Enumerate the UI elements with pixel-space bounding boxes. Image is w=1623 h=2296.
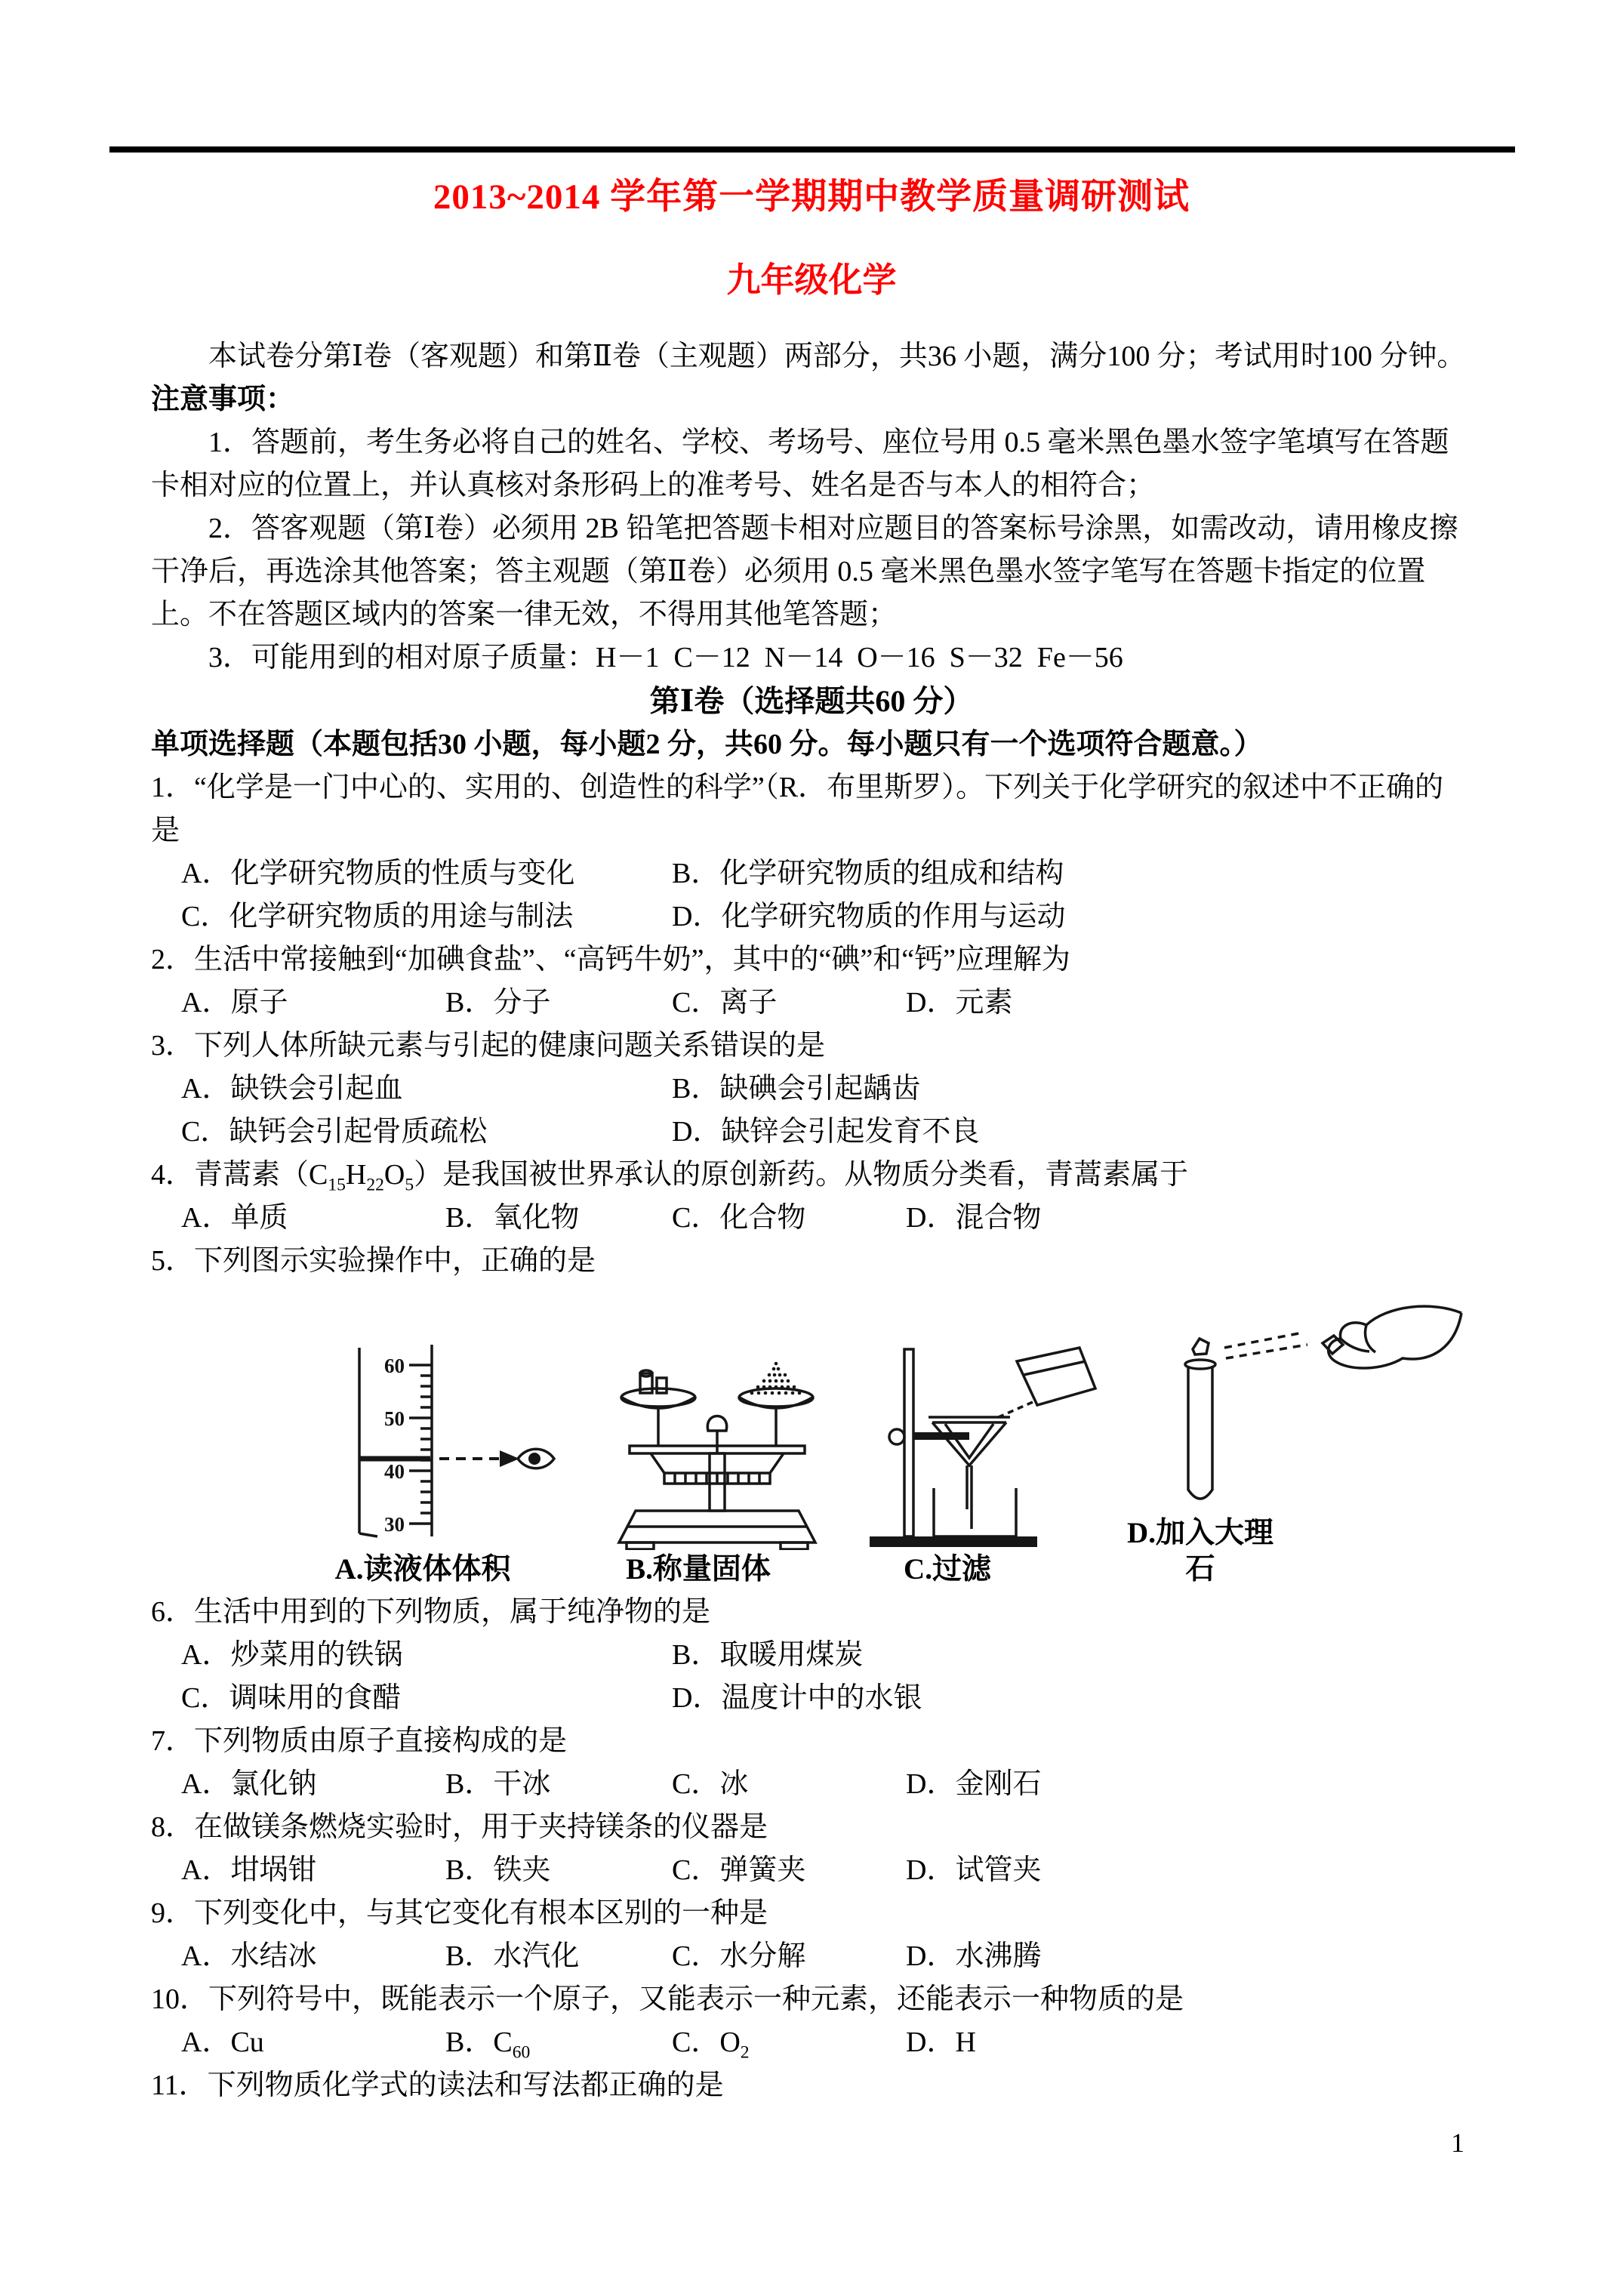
graduated-cylinder-figure (325, 1339, 574, 1550)
filter-paper (945, 1424, 993, 1458)
tick-label: 60 (384, 1354, 405, 1377)
figure-add-marble (1125, 1302, 1472, 1588)
question-stem: 2．生活中常接触到“加碘食盐”、“高钙牛奶”，其中的“碘”和“钙”应理解为 (151, 944, 1070, 975)
option-c: C．离子 (672, 987, 778, 1019)
pour-stream (995, 1402, 1033, 1419)
notice-item-2: 2．答客观题（第Ⅰ卷）必须用 2B 铅笔把答题卡相对应题目的答案标号涂黑，如需改动，请用橡皮擦干净后，再选涂其他答案；答主观题（第Ⅱ卷）必须用 0.5 毫米黑色墨水签字笔写在答题卡指定的位置上。不在答题区域内的答案一律无效，不得用其他笔答题； (151, 513, 1458, 630)
weight (657, 1378, 667, 1393)
question-10 (151, 1978, 1472, 2064)
marble-drop-figure (1125, 1302, 1472, 1514)
option-d: D．温度计中的水银 (672, 1682, 922, 1714)
figure-label: D.加入大理石 (1127, 1517, 1273, 1586)
header-rule (109, 146, 1515, 153)
option-a: A．水结冰 (181, 1940, 317, 1972)
question-options (181, 1935, 1472, 1978)
stand-base (870, 1536, 1037, 1547)
option-b: B．氧化物 (445, 1202, 580, 1234)
option-b: B．铁夹 (445, 1854, 551, 1886)
option-b: B．干冰 (445, 1768, 551, 1800)
option-d: D．缺锌会引起发育不良 (672, 1116, 980, 1148)
clamp-arm (913, 1432, 969, 1440)
option-a: A．坩埚钳 (181, 1854, 317, 1886)
question-options (181, 1763, 1472, 1806)
question-options (181, 1634, 1472, 1720)
filtration-figure (861, 1339, 1102, 1550)
question-stem: 6．生活中用到的下列物质，属于纯净物的是 (151, 1596, 711, 1628)
question-stem: 7．下列物质由原子直接构成的是 (151, 1725, 568, 1757)
option-b: B．$C_{60}$ (445, 2026, 531, 2063)
pouring-beaker (1017, 1348, 1095, 1405)
option-c: C．缺钙会引起骨质疏松 (181, 1116, 488, 1148)
question-4 (151, 1154, 1472, 1240)
stand-rod (904, 1349, 913, 1536)
tick-label: 40 (384, 1460, 405, 1483)
eye-icon (518, 1449, 554, 1469)
option-a: A．化学研究物质的性质与变化 (181, 858, 575, 889)
option-d: D．元素 (906, 987, 1013, 1019)
option-c: C．弹簧夹 (672, 1854, 806, 1886)
question-stem: 10．下列符号中，既能表示一个原子，又能表示一种元素，还能表示一种物质的是 (151, 1983, 1184, 2015)
option-b: B．取暖用煤炭 (672, 1639, 864, 1671)
option-c: C．化合物 (672, 1202, 806, 1234)
option-d: D．金刚石 (906, 1768, 1042, 1800)
question-options (181, 1068, 1472, 1154)
figure-label: B.称量固体 (626, 1553, 771, 1586)
question-stem: 8．在做镁条燃烧实验时，用于夹持镁条的仪器是 (151, 1811, 768, 1843)
option-b: B．化学研究物质的组成和结构 (672, 858, 1064, 889)
section-instruction: 单项选择题（本题包括30 小题，每小题2 分，共60 分。每小题只有一个选项符合题意。） (151, 729, 1263, 760)
marble-piece (1193, 1339, 1209, 1354)
exam-content (0, 159, 1623, 2107)
test-tube (1188, 1366, 1212, 1499)
balance-figure (604, 1339, 830, 1550)
intro-paragraph: 本试卷分第Ⅰ卷（客观题）和第Ⅱ卷（主观题）两部分，共36 小题，满分100 分；考试用时100 分钟。 (208, 341, 1466, 372)
question-6 (151, 1591, 1472, 1720)
figure-row (325, 1302, 1472, 1588)
question-3 (151, 1025, 1472, 1154)
option-c: C．冰 (672, 1768, 749, 1800)
tick-label: 50 (384, 1407, 405, 1430)
figure-label: C.过滤 (904, 1553, 991, 1586)
option-a: A．炒菜用的铁锅 (181, 1639, 403, 1671)
question-8 (151, 1806, 1472, 1892)
question-options (181, 1849, 1472, 1892)
exam-title: 2013~2014 学年第一学期期中教学质量调研测试 (433, 177, 1190, 217)
question-stem: 11．下列物质化学式的读法和写法都正确的是 (151, 2069, 724, 2101)
page-number: 1 (1451, 2128, 1464, 2158)
option-b: B．缺碘会引起龋齿 (672, 1073, 921, 1105)
option-d: D．混合物 (906, 1202, 1042, 1234)
option-c: C．化学研究物质的用途与制法 (181, 901, 574, 932)
hand-icon (1323, 1306, 1461, 1368)
section-heading: 第Ⅰ卷（选择题共60 分） (649, 684, 974, 718)
notice-item-3: 3．可能用到的相对原子质量：H－1 C－12 N－14 O－16 S－32 Fe－56 (208, 642, 1123, 673)
question-11 (151, 2064, 1472, 2107)
question-stem: 5．下列图示实验操作中，正确的是 (151, 1245, 596, 1277)
question-7 (151, 1720, 1472, 1806)
question-options (181, 2021, 1472, 2064)
option-a: A．Cu (181, 2026, 264, 2058)
notice-heading: 注意事项： (151, 384, 295, 415)
question-9 (151, 1892, 1472, 1978)
option-a: A．单质 (181, 1202, 288, 1234)
question-1 (151, 766, 1472, 938)
option-d: D．试管夹 (906, 1854, 1042, 1886)
question-2 (151, 938, 1472, 1025)
option-d: D．水沸腾 (906, 1940, 1042, 1972)
question-stem: 1．“化学是一门中心的、实用的、创造性的科学”（R．布里斯罗）。下列关于化学研究的叙述中不正确的是 (151, 772, 1444, 846)
option-d: D．H (906, 2026, 976, 2058)
question-options (181, 1197, 1472, 1240)
question-stem: 3．下列人体所缺元素与引起的健康问题关系错误的是 (151, 1030, 826, 1062)
option-c: C．水分解 (672, 1940, 806, 1972)
exam-subtitle: 九年级化学 (726, 261, 897, 299)
option-d: D．化学研究物质的作用与运动 (672, 901, 1066, 932)
option-b: B．分子 (445, 987, 551, 1019)
question-options (181, 982, 1472, 1025)
question-5 (151, 1240, 1472, 1588)
notice-item-1: 1．答题前，考生务必将自己的姓名、学校、考场号、座位号用 0.5 毫米黑色墨水签字笔填写在答题卡相对应的位置上，并认真核对条形码上的准考号、姓名是否与本人的相符合； (151, 427, 1449, 501)
question-options (181, 852, 1472, 938)
receiving-beaker (934, 1488, 1016, 1536)
tick-label: 30 (384, 1513, 405, 1536)
question-stem: 9．下列变化中，与其它变化有根本区别的一种是 (151, 1897, 768, 1929)
figure-weigh-solid (604, 1339, 830, 1588)
clamp-knob (889, 1429, 904, 1444)
option-a: A．氯化钠 (181, 1768, 317, 1800)
option-a: A．原子 (181, 987, 288, 1019)
option-c: C．$O_2$ (672, 2026, 750, 2063)
figure-filtration (861, 1339, 1102, 1588)
question-stem: 4．青蒿素$(C_{15}H_{22}O_5)$是我国被世界承认的原创新药。从物质分类看，青蒿素属于 (151, 1159, 1189, 1195)
figure-read-volume (325, 1339, 574, 1588)
option-a: A．缺铁会引起血 (181, 1073, 403, 1105)
option-b: B．水汽化 (445, 1940, 580, 1972)
figure-label: A.读液体体积 (334, 1553, 511, 1586)
option-c: C．调味用的食醋 (181, 1682, 402, 1714)
